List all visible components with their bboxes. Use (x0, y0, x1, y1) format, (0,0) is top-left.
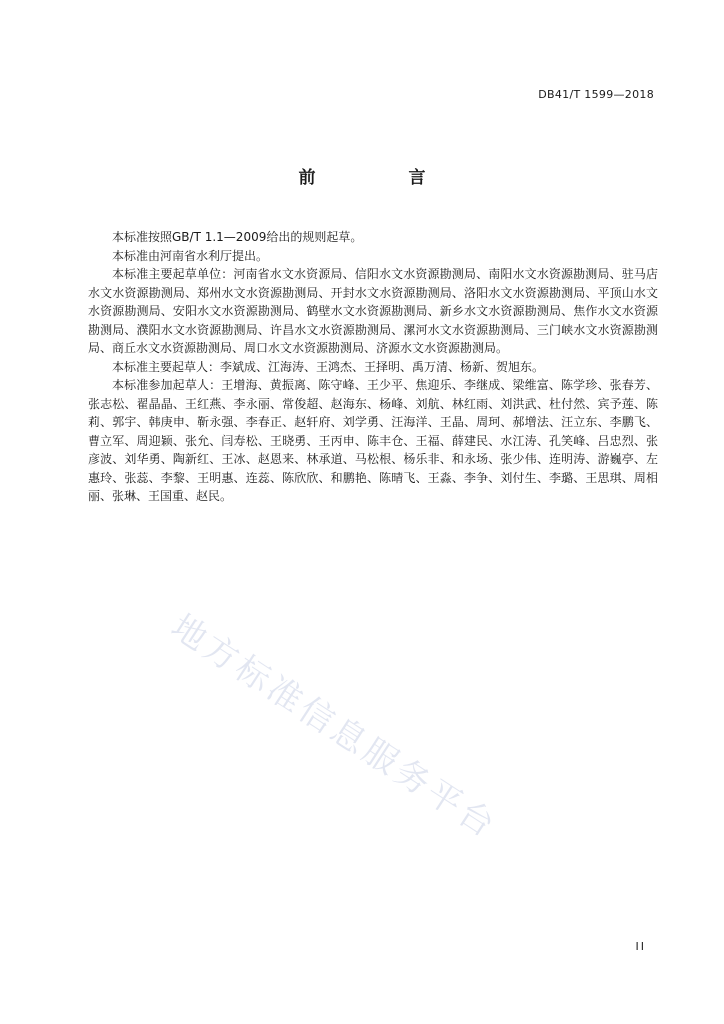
document-body (88, 228, 658, 506)
page-title: 前 言 (298, 168, 464, 188)
page-number: II (635, 940, 646, 953)
paragraph-proposer: 本标准由河南省水利厅提出。 (112, 248, 269, 263)
paragraph-participating-drafters: 本标准参加起草人：王增海、黄振离、陈守峰、王少平、焦迎乐、李继成、梁维富、陈学珍、张春芳、张志松、翟晶晶、王红燕、李永丽、常俊超、赵海东、杨峰、刘航、林红雨、刘洪武、杜付然、宾予莲、陈莉、郭宇、韩庚申、靳永强、李春正、赵轩府、刘学勇、汪海洋、王晶、周珂、郝增法、汪立东、李鹏飞、曹立军、周迎颖、张允、闫寿松、王晓勇、王丙申、陈丰仓、王福、薛建民、水江涛、孔笑峰、吕忠烈、张彦波、刘华勇、陶新红、王冰、赵恩来、林承道、马松根、杨乐非、和永场、张少伟、连明涛、游巍亭、左惠玲、张蕊、李黎、王明惠、连蕊、陈欣欣、和鹏艳、陈晴飞、王淼、李争、刘付生、李璐、王思琪、周相丽、张琳、王国重、赵民。 (88, 378, 658, 503)
document-code: DB41/T 1599—2018 (538, 88, 654, 101)
paragraph-main-drafters: 本标准主要起草人：李斌成、江海涛、王鸿杰、王择明、禹万清、杨新、贺旭东。 (112, 359, 545, 374)
paragraph-drafting-units: 本标准主要起草单位：河南省水文水资源局、信阳水文水资源勘测局、南阳水文水资源勘测局、驻马店水文水资源勘测局、郑州水文水资源勘测局、开封水文水资源勘测局、洛阳水文水资源勘测局、平顶山水文水资源勘测局、安阳水文水资源勘测局、鹤壁水文水资源勘测局、新乡水文水资源勘测局、焦作水文水资源勘测局、濮阳水文水资源勘测局、许昌水文水资源勘测局、漯河水文水资源勘测局、三门峡水文水资源勘测局、商丘水文水资源勘测局、周口水文水资源勘测局、济源水文水资源勘测局。 (88, 267, 658, 355)
watermark: 地方标准信息服务平台 (163, 606, 505, 848)
paragraph-drafting-rules: 本标准按照GB/T 1.1—2009给出的规则起草。 (112, 230, 363, 244)
